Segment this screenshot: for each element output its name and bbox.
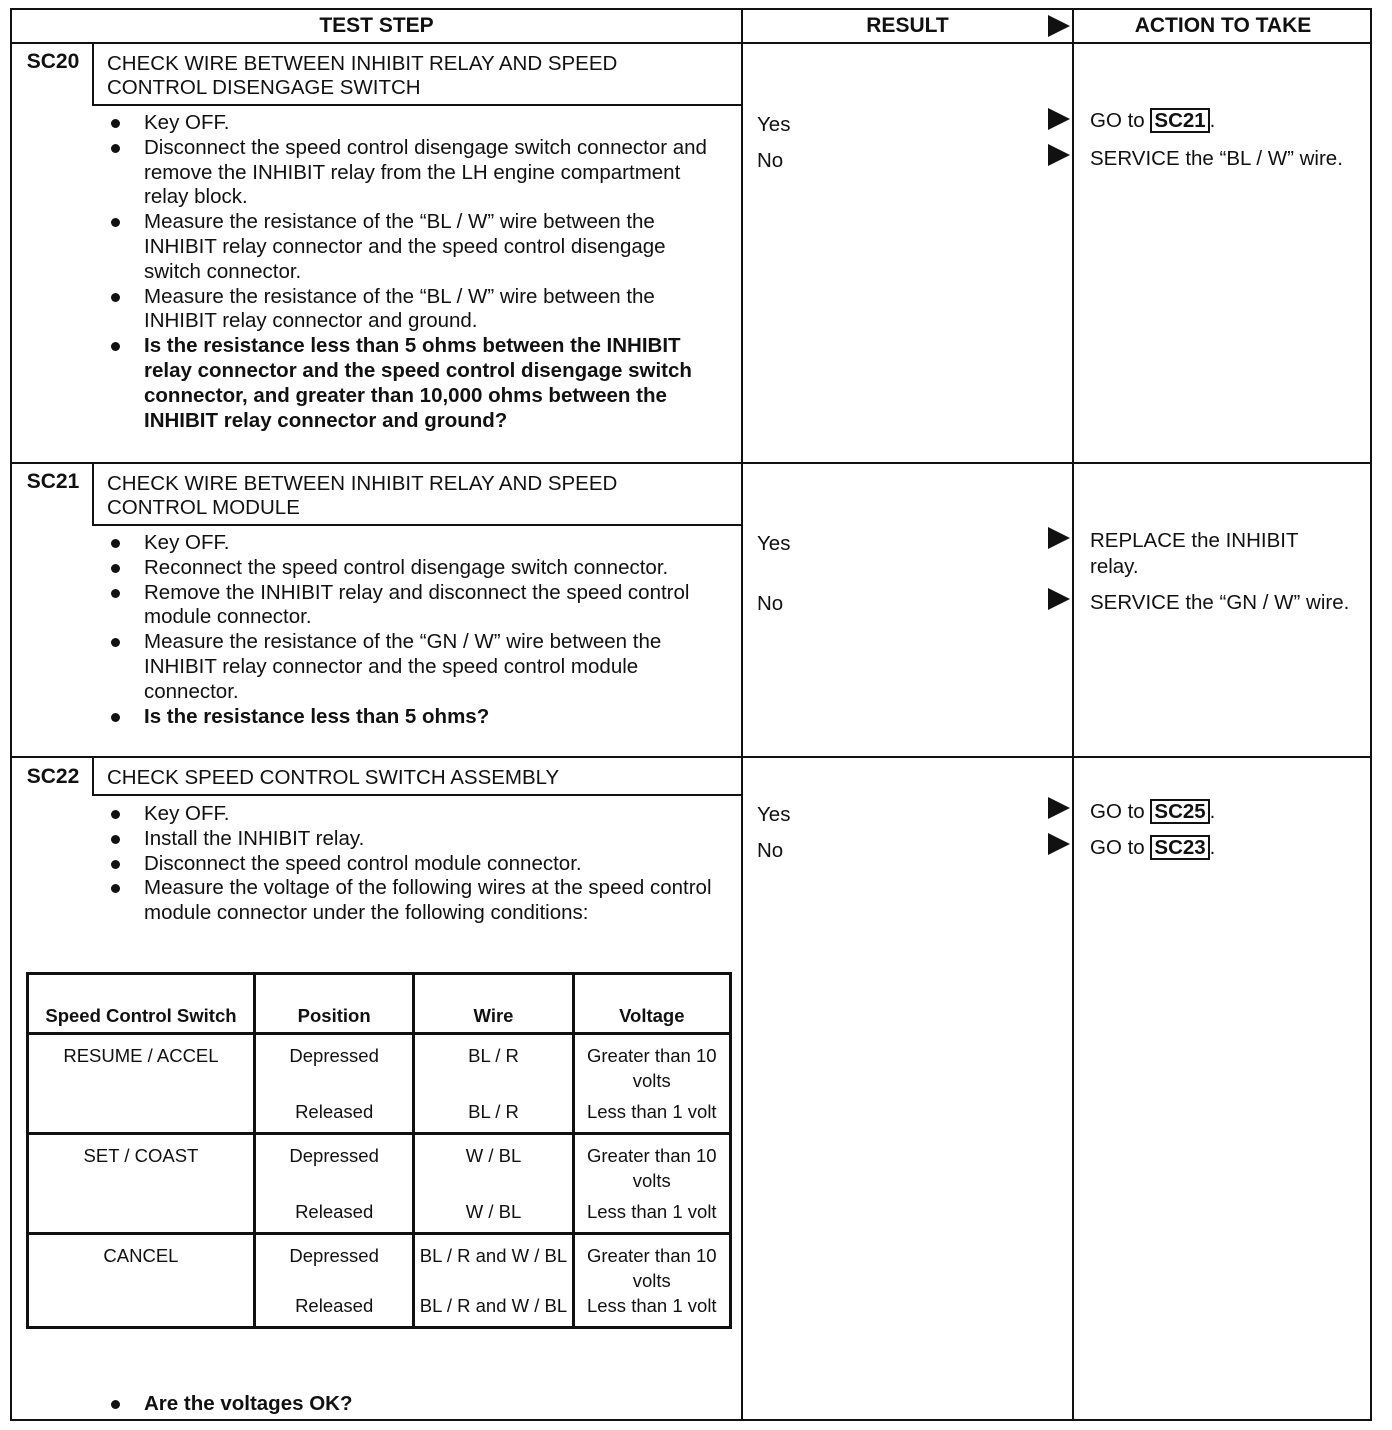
arrow-right-icon [1048,15,1070,37]
voltage-cell: Less than 1 volt [573,1293,730,1328]
step-bullets [108,531,723,729]
arrow-right-icon [1048,108,1070,130]
bullet-item: Key OFF. [108,531,723,556]
row-separator [12,462,1372,464]
action-text: GO to [1090,836,1151,859]
table-row [28,1234,731,1294]
bullet-item: Reconnect the speed control disengage switch connector. [108,556,723,581]
action-text: . [1209,800,1216,823]
wire-cell: W / BL [414,1193,573,1234]
action-text: . [1209,109,1216,132]
col-header-position: Position [254,974,413,1034]
action-text: . [1209,836,1216,859]
switch-cell: CANCEL [28,1234,255,1328]
table-row [28,1034,731,1094]
voltage-cell: Greater than 10 volts [573,1034,730,1094]
column-divider [1072,44,1074,1421]
bullet-item: Install the INHIBIT relay. [108,827,723,852]
step-reference-link[interactable]: SC21 [1150,108,1209,133]
table-header-row [28,974,731,1034]
title-underline [92,524,743,526]
arrow-right-icon [1048,797,1070,819]
result-no: No [757,839,784,862]
step-code: SC20 [26,50,80,73]
bullet-item: Measure the resistance of the “BL / W” wire between the INHIBIT relay connector and ground. [108,285,718,335]
wire-cell: BL / R and W / BL [414,1234,573,1294]
voltage-cell: Less than 1 volt [573,1193,730,1234]
col-header-wire: Wire [414,974,573,1034]
step-title-line: CHECK WIRE BETWEEN INHIBIT RELAY AND SPEED [107,472,618,495]
bullet-item: Disconnect the speed control module connector. [108,852,723,877]
step-bullets [108,802,723,926]
step-reference-link[interactable]: SC23 [1150,835,1209,860]
position-cell: Depressed [254,1234,413,1294]
action-goto [1090,835,1215,861]
bullet-item: Disconnect the speed control disengage switch connector and remove the INHIBIT relay from the LH engine compartment relay block. [108,136,718,210]
header-result: RESULT [743,10,1074,44]
question-item: Is the resistance less than 5 ohms? [108,705,723,730]
arrow-right-icon [1048,144,1070,166]
row-separator [12,756,1372,758]
switch-cell: SET / COAST [28,1134,255,1234]
bullet-item: Measure the resistance of the “GN / W” wire between the INHIBIT relay connector and the speed control module connector. [108,630,723,704]
voltage-cell: Greater than 10 volts [573,1234,730,1294]
position-cell: Depressed [254,1134,413,1194]
step-bullets [108,111,718,433]
bullet-item: Measure the voltage of the following wires at the speed control module connector under the following conditions: [108,876,723,926]
position-cell: Released [254,1093,413,1134]
header-action: ACTION TO TAKE [1074,10,1372,44]
step-title [107,52,617,100]
step-code: SC22 [26,765,80,788]
step-reference-link[interactable]: SC25 [1150,799,1209,824]
action-goto [1090,799,1215,825]
step-title-line: CHECK WIRE BETWEEN INHIBIT RELAY AND SPEED [107,52,618,75]
action-service: SERVICE the “BL / W” wire. [1090,147,1343,170]
result-no: No [757,149,784,172]
position-cell: Depressed [254,1034,413,1094]
voltage-table [26,972,732,1329]
action-text: GO to [1090,109,1151,132]
step-title-line: CONTROL MODULE [107,496,300,519]
arrow-right-icon [1048,527,1070,549]
col-header-switch: Speed Control Switch [28,974,255,1034]
action-service: SERVICE the “GN / W” wire. [1090,591,1350,614]
column-divider [741,44,743,1421]
result-yes: Yes [757,532,791,555]
bullet-item: Key OFF. [108,111,718,136]
switch-cell: RESUME / ACCEL [28,1034,255,1134]
wire-cell: BL / R and W / BL [414,1293,573,1328]
step-code: SC21 [26,470,80,493]
step-title-line: CONTROL DISENGAGE SWITCH [107,76,421,99]
bullet-item: Measure the resistance of the “BL / W” wire between the INHIBIT relay connector and the speed control disengage switch connector. [108,210,718,284]
voltage-cell: Less than 1 volt [573,1093,730,1134]
step-title [107,766,559,790]
position-cell: Released [254,1193,413,1234]
result-yes: Yes [757,803,791,826]
result-no: No [757,592,784,615]
title-underline [92,794,743,796]
step-title [107,472,617,520]
result-yes: Yes [757,113,791,136]
table-row [28,1134,731,1194]
voltage-cell: Greater than 10 volts [573,1134,730,1194]
title-underline [92,104,743,106]
header-test-step: TEST STEP [12,10,743,44]
arrow-right-icon [1048,588,1070,610]
arrow-right-icon [1048,833,1070,855]
action-goto [1090,108,1215,134]
question-item: Are the voltages OK? [108,1392,352,1416]
action-text: GO to [1090,800,1151,823]
wire-cell: W / BL [414,1134,573,1194]
wire-cell: BL / R [414,1093,573,1134]
bullet-item: Key OFF. [108,802,723,827]
position-cell: Released [254,1293,413,1328]
wire-cell: BL / R [414,1034,573,1094]
col-header-voltage: Voltage [573,974,730,1034]
diagnostic-table [10,8,1372,1421]
bullet-item: Remove the INHIBIT relay and disconnect the speed control module connector. [108,581,723,631]
step-title-line: CHECK SPEED CONTROL SWITCH ASSEMBLY [107,766,560,789]
question-item: Is the resistance less than 5 ohms between the INHIBIT relay connector and the speed control disengage switch connector, and greater than 10,000 ohms between the INHIBIT relay connector and ground? [108,334,718,433]
action-replace: REPLACE the INHIBIT relay. [1090,529,1299,578]
